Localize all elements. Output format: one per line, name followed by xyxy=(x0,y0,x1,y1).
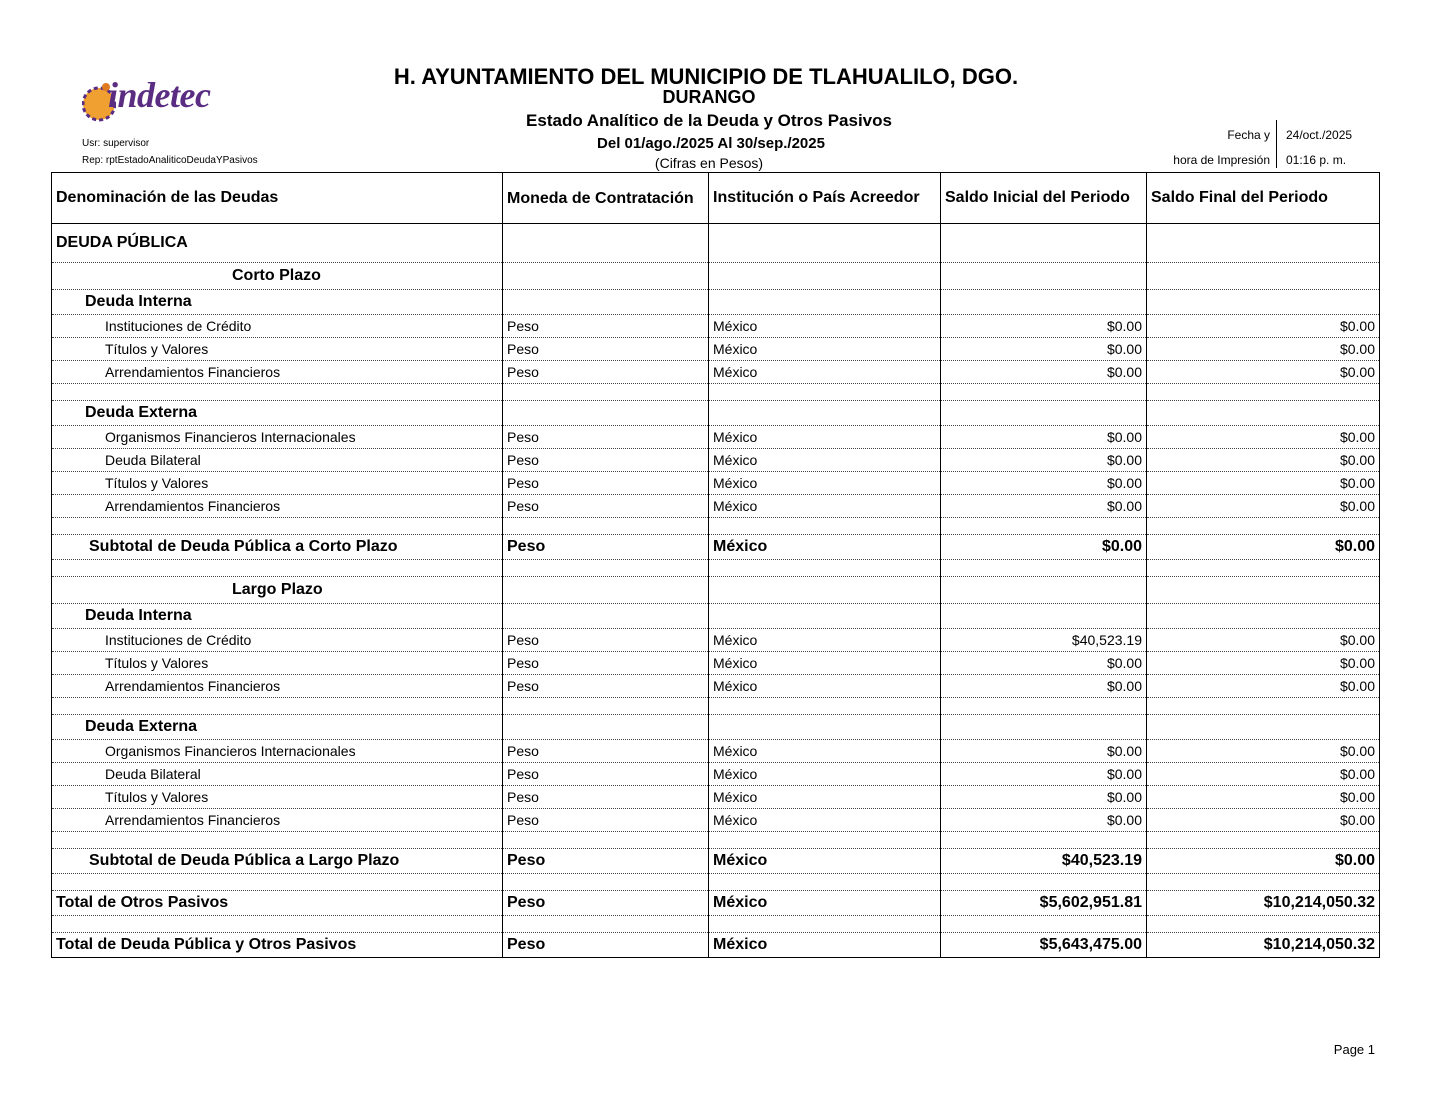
initial-balance-cell: $0.00 xyxy=(941,315,1147,338)
initial-balance-cell xyxy=(941,384,1147,401)
currency-cell: Peso xyxy=(503,675,709,698)
spacer-row xyxy=(52,518,1380,535)
table-row xyxy=(52,338,1380,361)
debt-name-cell xyxy=(52,874,503,891)
initial-balance-cell: $0.00 xyxy=(941,472,1147,495)
print-date-label: Fecha y xyxy=(1227,128,1270,142)
final-balance-cell: $0.00 xyxy=(1147,652,1380,675)
currency-cell xyxy=(503,518,709,535)
debt-name-cell: Deuda Interna xyxy=(52,604,503,629)
initial-balance-cell: $40,523.19 xyxy=(941,629,1147,652)
initial-balance-cell: $0.00 xyxy=(941,426,1147,449)
creditor-cell: México xyxy=(709,652,941,675)
debt-name-cell: Deuda Bilateral xyxy=(52,449,503,472)
debt-name-cell: Deuda Externa xyxy=(52,401,503,426)
creditor-cell: México xyxy=(709,809,941,832)
currency-cell: Peso xyxy=(503,495,709,518)
creditor-cell: México xyxy=(709,786,941,809)
final-balance-cell xyxy=(1147,224,1380,263)
final-balance-cell: $0.00 xyxy=(1147,675,1380,698)
currency-cell: Peso xyxy=(503,361,709,384)
initial-balance-cell: $0.00 xyxy=(941,495,1147,518)
debt-name-cell: Largo Plazo xyxy=(52,577,503,604)
final-balance-cell: $0.00 xyxy=(1147,535,1380,560)
currency-cell: Peso xyxy=(503,849,709,874)
debt-name-cell: Organismos Financieros Internacionales xyxy=(52,740,503,763)
currency-cell xyxy=(503,715,709,740)
debt-name-cell: Deuda Bilateral xyxy=(52,763,503,786)
currency-cell: Peso xyxy=(503,809,709,832)
creditor-cell xyxy=(709,384,941,401)
debt-name-cell: Arrendamientos Financieros xyxy=(52,675,503,698)
initial-balance-cell xyxy=(941,832,1147,849)
initial-balance-cell: $0.00 xyxy=(941,675,1147,698)
debt-name-cell: Deuda Interna xyxy=(52,290,503,315)
currency-cell: Peso xyxy=(503,315,709,338)
initial-balance-cell xyxy=(941,560,1147,577)
initial-balance-cell xyxy=(941,715,1147,740)
creditor-cell: México xyxy=(709,675,941,698)
final-balance-cell: $0.00 xyxy=(1147,629,1380,652)
print-info xyxy=(1160,120,1380,170)
page-number: Page 1 xyxy=(1333,1042,1375,1057)
currency-cell: Peso xyxy=(503,472,709,495)
creditor-cell xyxy=(709,263,941,290)
final-balance-cell: $0.00 xyxy=(1147,449,1380,472)
debt-name-cell xyxy=(52,384,503,401)
table-row xyxy=(52,577,1380,604)
final-balance-cell xyxy=(1147,916,1380,933)
table-row xyxy=(52,449,1380,472)
state-name: DURANGO xyxy=(662,87,756,107)
creditor-cell xyxy=(709,290,941,315)
debt-analysis-table xyxy=(51,172,1380,958)
creditor-cell: México xyxy=(709,426,941,449)
currency-cell: Peso xyxy=(503,426,709,449)
final-balance-cell: $10,214,050.32 xyxy=(1147,891,1380,916)
final-balance-cell xyxy=(1147,518,1380,535)
currency-cell xyxy=(503,604,709,629)
table-row xyxy=(52,763,1380,786)
debt-name-cell: Títulos y Valores xyxy=(52,652,503,675)
user-label: Usr: supervisor xyxy=(82,138,150,149)
creditor-cell xyxy=(709,832,941,849)
currency-cell: Peso xyxy=(503,786,709,809)
debt-name-cell: Deuda Externa xyxy=(52,715,503,740)
creditor-cell xyxy=(709,874,941,891)
initial-balance-cell: $0.00 xyxy=(941,740,1147,763)
table-row xyxy=(52,629,1380,652)
final-balance-cell xyxy=(1147,698,1380,715)
currency-cell: Peso xyxy=(503,740,709,763)
table-row xyxy=(52,786,1380,809)
currency-cell xyxy=(503,401,709,426)
initial-balance-cell: $0.00 xyxy=(941,763,1147,786)
final-balance-cell xyxy=(1147,290,1380,315)
currency-cell: Peso xyxy=(503,338,709,361)
final-balance-cell: $0.00 xyxy=(1147,472,1380,495)
spacer-row xyxy=(52,384,1380,401)
table-row xyxy=(52,472,1380,495)
table-row xyxy=(52,849,1380,874)
table-row xyxy=(52,652,1380,675)
currency-cell xyxy=(503,832,709,849)
final-balance-cell: $0.00 xyxy=(1147,495,1380,518)
final-balance-cell xyxy=(1147,560,1380,577)
table-row xyxy=(52,604,1380,629)
currency-cell: Peso xyxy=(503,933,709,958)
creditor-cell: México xyxy=(709,849,941,874)
currency-cell xyxy=(503,874,709,891)
table-row xyxy=(52,224,1380,263)
final-balance-cell: $0.00 xyxy=(1147,763,1380,786)
print-time-label: hora de Impresión xyxy=(1173,153,1270,167)
table-row xyxy=(52,315,1380,338)
table-row xyxy=(52,401,1380,426)
report-period: Del 01/ago./2025 Al 30/sep./2025 xyxy=(597,135,825,152)
creditor-cell xyxy=(709,916,941,933)
initial-balance-cell: $0.00 xyxy=(941,361,1147,384)
currency-cell xyxy=(503,384,709,401)
currency-cell: Peso xyxy=(503,449,709,472)
debt-name-cell xyxy=(52,832,503,849)
spacer-row xyxy=(52,916,1380,933)
debt-name-cell: Arrendamientos Financieros xyxy=(52,809,503,832)
column-header-currency: Moneda de Contratación xyxy=(503,173,709,224)
final-balance-cell xyxy=(1147,604,1380,629)
debt-name-cell xyxy=(52,518,503,535)
print-info-divider xyxy=(1276,120,1277,168)
final-balance-cell: $0.00 xyxy=(1147,338,1380,361)
currency-cell xyxy=(503,290,709,315)
debt-name-cell: Organismos Financieros Internacionales xyxy=(52,426,503,449)
table-row xyxy=(52,495,1380,518)
table-row xyxy=(52,675,1380,698)
column-header-initial-balance: Saldo Inicial del Periodo xyxy=(941,173,1147,224)
creditor-cell xyxy=(709,577,941,604)
final-balance-cell: $0.00 xyxy=(1147,786,1380,809)
creditor-cell xyxy=(709,518,941,535)
creditor-cell: México xyxy=(709,740,941,763)
creditor-cell xyxy=(709,401,941,426)
final-balance-cell xyxy=(1147,577,1380,604)
creditor-cell: México xyxy=(709,338,941,361)
creditor-cell: México xyxy=(709,891,941,916)
currency-cell xyxy=(503,916,709,933)
table-row xyxy=(52,263,1380,290)
currency-cell xyxy=(503,577,709,604)
final-balance-cell: $0.00 xyxy=(1147,426,1380,449)
initial-balance-cell: $5,643,475.00 xyxy=(941,933,1147,958)
currency-cell xyxy=(503,263,709,290)
creditor-cell xyxy=(709,604,941,629)
currency-cell: Peso xyxy=(503,763,709,786)
final-balance-cell xyxy=(1147,263,1380,290)
creditor-cell xyxy=(709,698,941,715)
creditor-cell xyxy=(709,224,941,263)
initial-balance-cell xyxy=(941,518,1147,535)
debt-name-cell: Corto Plazo xyxy=(52,263,503,290)
debt-name-cell xyxy=(52,560,503,577)
table-row xyxy=(52,715,1380,740)
report-title: Estado Analítico de la Deuda y Otros Pasivos xyxy=(526,111,892,130)
currency-cell: Peso xyxy=(503,535,709,560)
currency-cell: Peso xyxy=(503,891,709,916)
spacer-row xyxy=(52,874,1380,891)
logo-wordmark: indetec xyxy=(108,75,211,115)
spacer-row xyxy=(52,832,1380,849)
initial-balance-cell: $40,523.19 xyxy=(941,849,1147,874)
table-row xyxy=(52,426,1380,449)
initial-balance-cell xyxy=(941,224,1147,263)
column-header-final-balance: Saldo Final del Periodo xyxy=(1147,173,1380,224)
final-balance-cell: $0.00 xyxy=(1147,849,1380,874)
initial-balance-cell: $5,602,951.81 xyxy=(941,891,1147,916)
final-balance-cell: $0.00 xyxy=(1147,809,1380,832)
creditor-cell: México xyxy=(709,629,941,652)
initial-balance-cell xyxy=(941,604,1147,629)
table-row xyxy=(52,361,1380,384)
initial-balance-cell xyxy=(941,698,1147,715)
creditor-cell: México xyxy=(709,361,941,384)
final-balance-cell xyxy=(1147,401,1380,426)
initial-balance-cell: $0.00 xyxy=(941,786,1147,809)
final-balance-cell xyxy=(1147,715,1380,740)
table-row xyxy=(52,809,1380,832)
debt-name-cell xyxy=(52,916,503,933)
debt-name-cell: Subtotal de Deuda Pública a Corto Plazo xyxy=(52,535,503,560)
debt-name-cell: Instituciones de Crédito xyxy=(52,629,503,652)
debt-name-cell: Títulos y Valores xyxy=(52,338,503,361)
debt-name-cell: Total de Otros Pasivos xyxy=(52,891,503,916)
debt-name-cell: Subtotal de Deuda Pública a Largo Plazo xyxy=(52,849,503,874)
table-row xyxy=(52,891,1380,916)
initial-balance-cell xyxy=(941,290,1147,315)
initial-balance-cell xyxy=(941,577,1147,604)
final-balance-cell xyxy=(1147,384,1380,401)
column-header-creditor: Institución o País Acreedor xyxy=(709,173,941,224)
creditor-cell: México xyxy=(709,495,941,518)
initial-balance-cell: $0.00 xyxy=(941,809,1147,832)
print-time: 01:16 p. m. xyxy=(1286,153,1347,167)
debt-name-cell: Arrendamientos Financieros xyxy=(52,495,503,518)
currency-cell: Peso xyxy=(503,652,709,675)
debt-name-cell: Instituciones de Crédito xyxy=(52,315,503,338)
final-balance-cell xyxy=(1147,832,1380,849)
initial-balance-cell: $0.00 xyxy=(941,652,1147,675)
creditor-cell xyxy=(709,715,941,740)
debt-name-cell: Títulos y Valores xyxy=(52,472,503,495)
currency-cell xyxy=(503,698,709,715)
currency-cell xyxy=(503,560,709,577)
initial-balance-cell xyxy=(941,916,1147,933)
initial-balance-cell xyxy=(941,401,1147,426)
final-balance-cell: $0.00 xyxy=(1147,361,1380,384)
debt-name-cell: Títulos y Valores xyxy=(52,786,503,809)
creditor-cell: México xyxy=(709,535,941,560)
final-balance-cell: $0.00 xyxy=(1147,315,1380,338)
spacer-row xyxy=(52,560,1380,577)
creditor-cell: México xyxy=(709,472,941,495)
initial-balance-cell: $0.00 xyxy=(941,338,1147,361)
debt-name-cell: Arrendamientos Financieros xyxy=(52,361,503,384)
creditor-cell: México xyxy=(709,449,941,472)
final-balance-cell xyxy=(1147,874,1380,891)
initial-balance-cell xyxy=(941,874,1147,891)
creditor-cell: México xyxy=(709,315,941,338)
initial-balance-cell xyxy=(941,263,1147,290)
initial-balance-cell: $0.00 xyxy=(941,535,1147,560)
creditor-cell: México xyxy=(709,933,941,958)
debt-name-cell xyxy=(52,698,503,715)
municipality-title: H. AYUNTAMIENTO DEL MUNICIPIO DE TLAHUALILO, DGO. xyxy=(393,64,1019,89)
table-header-row xyxy=(52,173,1380,224)
report-units: (Cifras en Pesos) xyxy=(654,155,764,171)
debt-name-cell: DEUDA PÚBLICA xyxy=(52,224,503,263)
debt-name-cell: Total de Deuda Pública y Otros Pasivos xyxy=(52,933,503,958)
table-row xyxy=(52,740,1380,763)
column-header-debt-name: Denominación de las Deudas xyxy=(52,173,503,224)
currency-cell: Peso xyxy=(503,629,709,652)
final-balance-cell: $10,214,050.32 xyxy=(1147,933,1380,958)
creditor-cell: México xyxy=(709,763,941,786)
currency-cell xyxy=(503,224,709,263)
spacer-row xyxy=(52,698,1380,715)
table-row xyxy=(52,933,1380,958)
final-balance-cell: $0.00 xyxy=(1147,740,1380,763)
initial-balance-cell: $0.00 xyxy=(941,449,1147,472)
table-row xyxy=(52,290,1380,315)
report-id-label: Rep: rptEstadoAnaliticoDeudaYPasivos xyxy=(82,155,258,166)
table-row xyxy=(52,535,1380,560)
creditor-cell xyxy=(709,560,941,577)
print-date: 24/oct./2025 xyxy=(1286,128,1353,142)
